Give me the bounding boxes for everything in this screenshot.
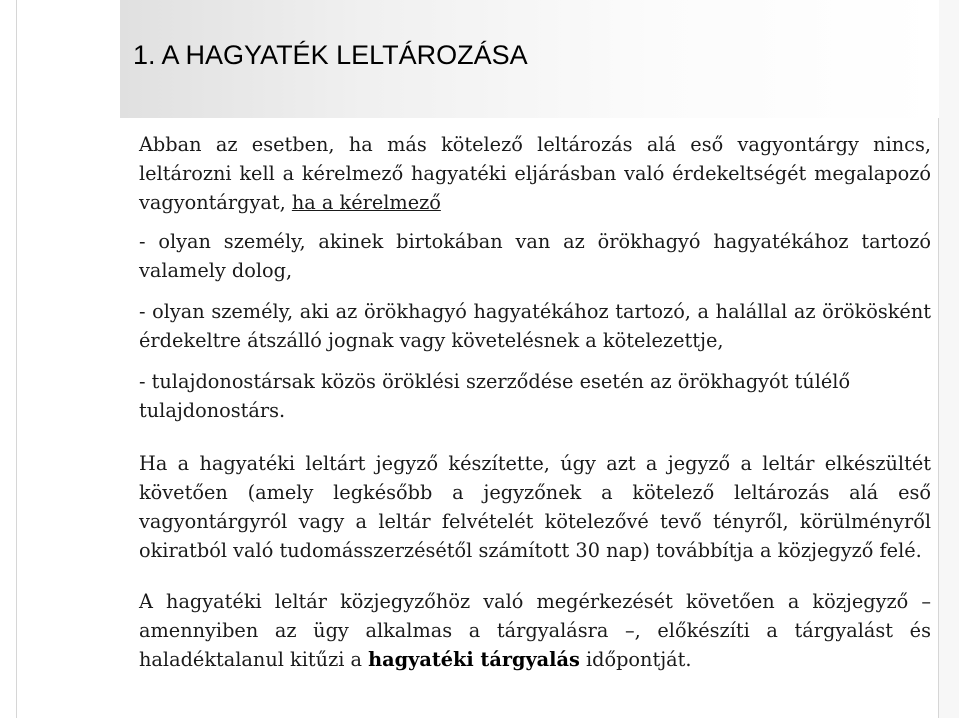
notary-transfer-paragraph: Ha a hagyatéki leltárt jegyző készítette, úgy azt a jegyző a leltár elkészültét követően (amely legkésőbb a jegyzőnek a kötelező leltározás alá eső vagyontárgyról vagy a leltár felvételét kötelezővé tevő tényről, körülményről okiratból való tudomásszerzésétől számított 30 nap) továbbítja a közjegyző felé.: [139, 452, 931, 562]
list-item-co-owner: - tulajdonostársak közös öröklési szerződése esetén az örökhagyót túlélő tulajdonostárs.: [139, 370, 851, 422]
list-item-obligor: - olyan személy, aki az örökhagyó hagyatékához tartozó, a halállal az örökösként érdekeltre átszálló jognak vagy követelésnek a kötelezettje,: [139, 300, 931, 352]
hearing-paragraph: [139, 587, 931, 674]
hearing-paragraph-end: időpontját.: [585, 648, 692, 671]
left-margin-rule: [0, 0, 17, 718]
hearing-paragraph-text: A hagyatéki leltár közjegyzőhöz való megérkezését követően a közjegyző – amennyiben az ügy alkalmas a tárgyalásra –, előkészíti a tárgyalást és haladéktalanul kitűzi a: [139, 590, 931, 671]
page-title: 1. A HAGYATÉK LELTÁROZÁSA: [133, 40, 528, 70]
intro-underlined-text: ha a kérelmező: [291, 191, 441, 214]
right-margin-rule: [938, 0, 959, 718]
intro-paragraph-text: Abban az esetben, ha más kötelező leltározás alá eső vagyontárgy nincs, leltározni kell a kérelmező hagyatéki eljárásban való érdekeltségét megalapozó vagyontárgyat,: [139, 133, 931, 214]
list-item-possessor: - olyan személy, akinek birtokában van az örökhagyó hagyatékához tartozó valamely dolog,: [139, 230, 931, 282]
intro-paragraph: [139, 130, 931, 217]
hearing-bold-text: hagyatéki tárgyalás: [368, 648, 580, 671]
slide-body: [139, 130, 931, 674]
